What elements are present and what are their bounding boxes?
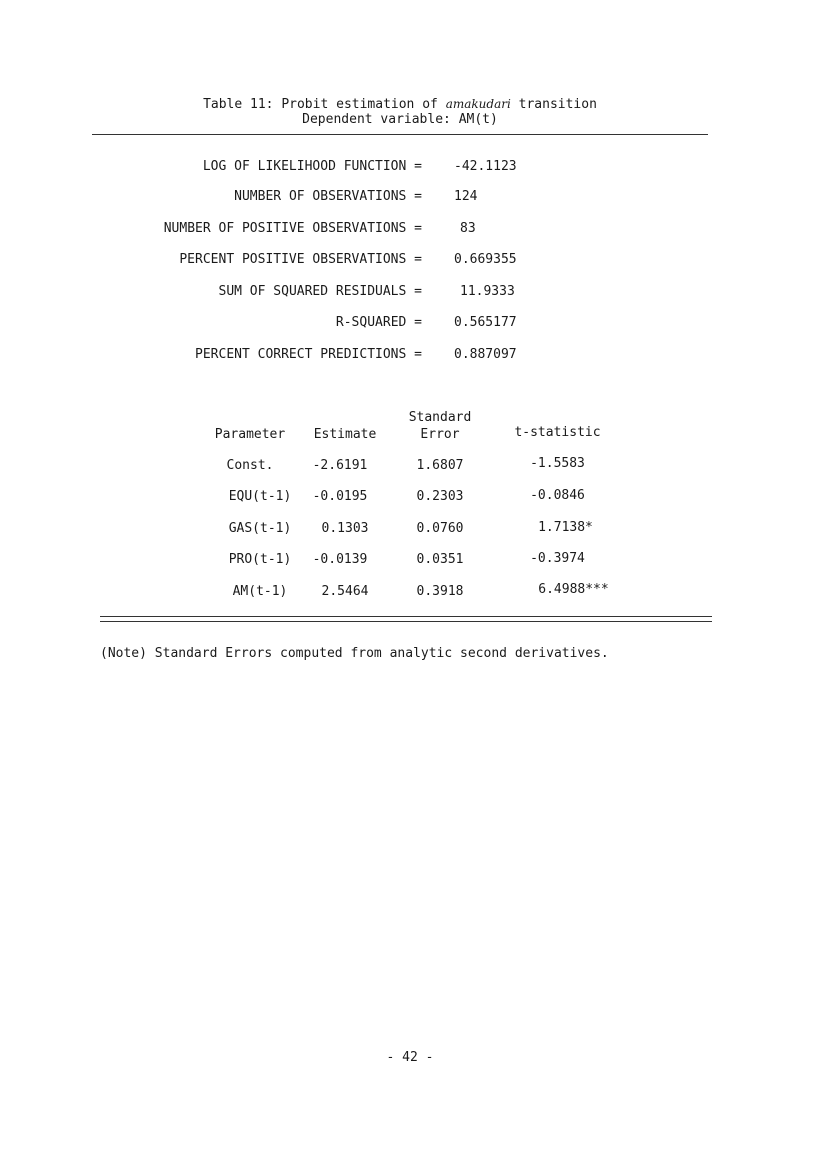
stat-label-ssr: SUM OF SQUARED RESIDUALS = bbox=[218, 284, 422, 299]
table-row-stderr: 0.0351 bbox=[416, 552, 464, 567]
stat-label-percent-positive: PERCENT POSITIVE OBSERVATIONS = bbox=[179, 252, 422, 267]
table-row-estimate: -0.0195 bbox=[312, 489, 368, 504]
stat-label-num-obs: NUMBER OF OBSERVATIONS = bbox=[234, 189, 422, 204]
stat-value-percent-correct: 0.887097 bbox=[454, 347, 517, 362]
table-row-estimate: 2.5464 bbox=[321, 584, 369, 599]
table-row-tstat: 1.7138* bbox=[538, 520, 593, 535]
stat-label-num-positive-obs: NUMBER OF POSITIVE OBSERVATIONS = bbox=[163, 221, 422, 236]
top-rule bbox=[92, 134, 708, 135]
stat-label-percent-correct: PERCENT CORRECT PREDICTIONS = bbox=[195, 347, 422, 362]
title-prefix: Table 11: Probit estimation of bbox=[203, 97, 438, 112]
table-row-estimate: -2.6191 bbox=[312, 458, 368, 473]
stat-value-percent-positive: 0.669355 bbox=[454, 252, 517, 267]
table-row-param: PRO(t-1) bbox=[228, 552, 292, 567]
stat-label-log-likelihood: LOG OF LIKELIHOOD FUNCTION = bbox=[202, 159, 422, 174]
bottom-rule-2 bbox=[100, 621, 712, 622]
stat-label-r-squared: R-SQUARED = bbox=[335, 315, 422, 330]
bottom-rule-1 bbox=[100, 616, 712, 617]
stat-value-r-squared: 0.565177 bbox=[454, 315, 517, 330]
table-title bbox=[0, 96, 800, 113]
table-row-param: Const. bbox=[226, 458, 274, 473]
stat-value-num-positive-obs: 83 bbox=[460, 221, 476, 236]
table-row-stderr: 1.6807 bbox=[416, 458, 464, 473]
table-row-param: EQU(t-1) bbox=[228, 489, 292, 504]
title-suffix: transition bbox=[518, 97, 597, 112]
table-row-param: GAS(t-1) bbox=[228, 521, 292, 536]
table-row-stderr: 0.3918 bbox=[416, 584, 464, 599]
table-row-tstat: -1.5583 bbox=[530, 456, 585, 471]
table-row-estimate: 0.1303 bbox=[321, 521, 369, 536]
header-standard: Standard bbox=[408, 410, 472, 425]
header-estimate: Estimate bbox=[313, 427, 377, 442]
stat-value-log-likelihood: -42.1123 bbox=[454, 159, 517, 174]
header-tstat: t-statistic bbox=[514, 425, 601, 440]
stat-value-ssr: 11.9333 bbox=[460, 284, 515, 299]
table-row-stderr: 0.0760 bbox=[416, 521, 464, 536]
title-italic-word: amakudari bbox=[445, 97, 511, 111]
table-row-tstat: 6.4988*** bbox=[538, 582, 609, 597]
table-note: (Note) Standard Errors computed from analytic second derivatives. bbox=[100, 646, 609, 661]
table-row-tstat: -0.0846 bbox=[530, 488, 585, 503]
stat-value-num-obs: 124 bbox=[454, 189, 478, 204]
table-row-stderr: 0.2303 bbox=[416, 489, 464, 504]
table-row-tstat: -0.3974 bbox=[530, 551, 585, 566]
table-subtitle: Dependent variable: AM(t) bbox=[302, 112, 498, 127]
page-number: - 42 - bbox=[386, 1050, 434, 1065]
header-parameter: Parameter bbox=[214, 427, 286, 442]
table-row-param: AM(t-1) bbox=[232, 584, 288, 599]
header-error: Error bbox=[420, 427, 460, 442]
table-row-estimate: -0.0139 bbox=[312, 552, 368, 567]
